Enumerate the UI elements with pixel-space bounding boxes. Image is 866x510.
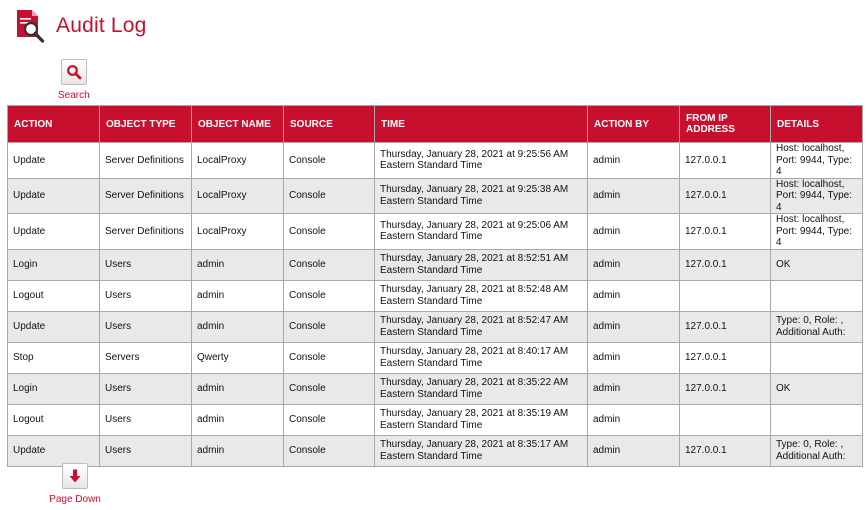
table-row	[8, 435, 863, 466]
cell-object-name: admin	[192, 373, 284, 404]
cell-time: Thursday, January 28, 2021 at 9:25:06 AM Eastern Standard Time	[375, 214, 588, 250]
cell-action-by: admin	[588, 311, 680, 342]
cell-action: Update	[8, 311, 100, 342]
cell-source: Console	[284, 249, 375, 280]
page-header	[14, 8, 147, 44]
table-row	[8, 404, 863, 435]
cell-time: Thursday, January 28, 2021 at 9:25:38 AM Eastern Standard Time	[375, 178, 588, 214]
cell-object-type: Users	[100, 373, 192, 404]
page-title: Audit Log	[56, 14, 147, 37]
cell-from-ip: 127.0.0.1	[680, 249, 771, 280]
cell-time: Thursday, January 28, 2021 at 8:35:17 AM Eastern Standard Time	[375, 435, 588, 466]
cell-object-name: LocalProxy	[192, 214, 284, 250]
cell-action-by: admin	[588, 342, 680, 373]
cell-object-name: admin	[192, 311, 284, 342]
cell-object-name: Qwerty	[192, 342, 284, 373]
cell-action: Stop	[8, 342, 100, 373]
cell-from-ip: 127.0.0.1	[680, 342, 771, 373]
cell-source: Console	[284, 214, 375, 250]
cell-details: OK	[771, 249, 863, 280]
table-row	[8, 143, 863, 179]
cell-from-ip: 127.0.0.1	[680, 178, 771, 214]
cell-details: Host: localhost, Port: 9944, Type: 4	[771, 214, 863, 250]
search-icon[interactable]	[61, 59, 87, 85]
table-row	[8, 280, 863, 311]
cell-from-ip	[680, 404, 771, 435]
cell-action-by: admin	[588, 404, 680, 435]
cell-time: Thursday, January 28, 2021 at 9:25:56 AM Eastern Standard Time	[375, 143, 588, 179]
cell-source: Console	[284, 342, 375, 373]
cell-from-ip	[680, 280, 771, 311]
table-body	[8, 143, 863, 467]
cell-time: Thursday, January 28, 2021 at 8:52:47 AM Eastern Standard Time	[375, 311, 588, 342]
cell-object-type: Server Definitions	[100, 214, 192, 250]
column-header-action-by: ACTION BY	[588, 106, 680, 143]
cell-from-ip: 127.0.0.1	[680, 143, 771, 179]
cell-details: Type: 0, Role: , Additional Auth:	[771, 311, 863, 342]
cell-object-name: admin	[192, 280, 284, 311]
cell-from-ip: 127.0.0.1	[680, 435, 771, 466]
table-row	[8, 214, 863, 250]
cell-action-by: admin	[588, 280, 680, 311]
column-header-time: TIME	[375, 106, 588, 143]
cell-object-type: Users	[100, 249, 192, 280]
cell-source: Console	[284, 373, 375, 404]
search-button[interactable]	[58, 59, 90, 101]
cell-action: Update	[8, 435, 100, 466]
cell-object-name: admin	[192, 249, 284, 280]
cell-action-by: admin	[588, 435, 680, 466]
cell-details: Type: 0, Role: , Additional Auth:	[771, 435, 863, 466]
cell-action: Update	[8, 214, 100, 250]
cell-source: Console	[284, 143, 375, 179]
cell-details	[771, 342, 863, 373]
cell-object-name: admin	[192, 404, 284, 435]
cell-action-by: admin	[588, 143, 680, 179]
cell-from-ip: 127.0.0.1	[680, 214, 771, 250]
cell-action-by: admin	[588, 249, 680, 280]
arrow-down-icon[interactable]	[62, 463, 88, 489]
column-header-from-ip-address: FROM IP ADDRESS	[680, 106, 771, 143]
cell-object-name: LocalProxy	[192, 178, 284, 214]
cell-time: Thursday, January 28, 2021 at 8:40:17 AM Eastern Standard Time	[375, 342, 588, 373]
cell-from-ip: 127.0.0.1	[680, 311, 771, 342]
cell-object-type: Users	[100, 311, 192, 342]
cell-object-name: LocalProxy	[192, 143, 284, 179]
cell-object-type: Server Definitions	[100, 143, 192, 179]
cell-source: Console	[284, 435, 375, 466]
audit-log-document-search-icon	[14, 9, 46, 43]
table-row	[8, 311, 863, 342]
table-row	[8, 249, 863, 280]
cell-source: Console	[284, 311, 375, 342]
column-header-object-type: OBJECT TYPE	[100, 106, 192, 143]
cell-time: Thursday, January 28, 2021 at 8:52:48 AM Eastern Standard Time	[375, 280, 588, 311]
column-header-details: DETAILS	[771, 106, 863, 143]
cell-action-by: admin	[588, 178, 680, 214]
cell-time: Thursday, January 28, 2021 at 8:52:51 AM Eastern Standard Time	[375, 249, 588, 280]
cell-object-type: Servers	[100, 342, 192, 373]
column-header-action: ACTION	[8, 106, 100, 143]
table-row	[8, 178, 863, 214]
cell-time: Thursday, January 28, 2021 at 8:35:22 AM Eastern Standard Time	[375, 373, 588, 404]
page-down-button[interactable]	[51, 463, 99, 505]
column-header-object-name: OBJECT NAME	[192, 106, 284, 143]
cell-time: Thursday, January 28, 2021 at 8:35:19 AM Eastern Standard Time	[375, 404, 588, 435]
cell-action: Logout	[8, 280, 100, 311]
cell-details	[771, 404, 863, 435]
cell-action: Update	[8, 143, 100, 179]
cell-object-type: Users	[100, 404, 192, 435]
cell-object-type: Users	[100, 435, 192, 466]
cell-details: OK	[771, 373, 863, 404]
cell-details: Host: localhost, Port: 9944, Type: 4	[771, 178, 863, 214]
cell-source: Console	[284, 178, 375, 214]
audit-log-table	[7, 105, 863, 467]
cell-action: Update	[8, 178, 100, 214]
cell-details	[771, 280, 863, 311]
cell-object-type: Server Definitions	[100, 178, 192, 214]
search-label[interactable]: Search	[58, 90, 90, 101]
cell-object-type: Users	[100, 280, 192, 311]
cell-action: Login	[8, 249, 100, 280]
table-row	[8, 342, 863, 373]
cell-action: Logout	[8, 404, 100, 435]
page-down-label[interactable]: Page Down	[49, 494, 101, 505]
table-row	[8, 373, 863, 404]
cell-source: Console	[284, 404, 375, 435]
column-header-source: SOURCE	[284, 106, 375, 143]
cell-action-by: admin	[588, 214, 680, 250]
cell-object-name: admin	[192, 435, 284, 466]
cell-details: Host: localhost, Port: 9944, Type: 4	[771, 143, 863, 179]
cell-source: Console	[284, 280, 375, 311]
table-header-row	[8, 106, 863, 143]
cell-from-ip: 127.0.0.1	[680, 373, 771, 404]
cell-action-by: admin	[588, 373, 680, 404]
cell-action: Login	[8, 373, 100, 404]
